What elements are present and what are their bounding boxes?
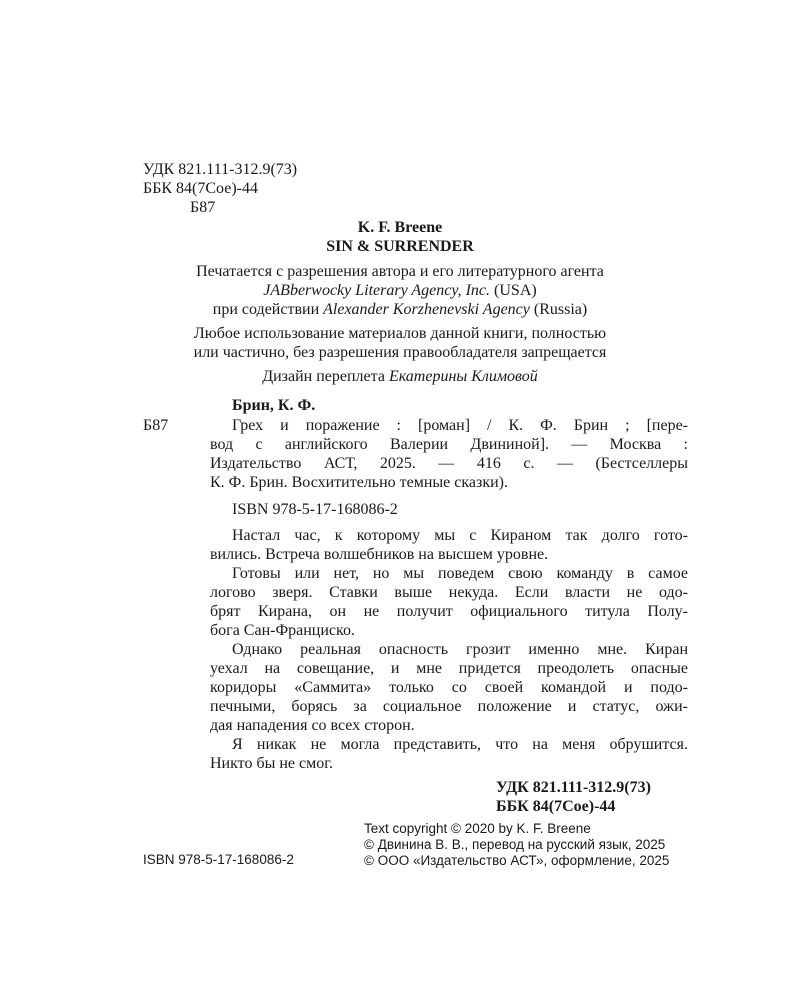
annotation-line: коридоры «Саммита» только со своей командой и подо-	[210, 679, 688, 696]
annotation-line: логово зверя. Ставки выше некуда. Если власти не одо-	[210, 584, 688, 601]
rights-line-2: или частично, без разрешения правообладателя запрещается	[193, 344, 607, 361]
original-author: K. F. Breene	[357, 219, 443, 236]
annotation-line: дая нападения со всех сторон.	[210, 717, 415, 734]
permission-line: Печатается с разрешения автора и его литературного агента	[196, 263, 604, 280]
annotation-line: вились. Встреча волшебников на высшем уровне.	[210, 546, 549, 563]
bib-line: Грех и поражение : [роман] / К. Ф. Брин ; [пере-	[232, 417, 688, 434]
annotation-line: Я никак не могла представить, что на меня обрушится.	[232, 736, 688, 753]
udk-top: УДК 821.111-312.9(73)	[143, 161, 298, 178]
bbk-top: ББК 84(7Сое)-44	[143, 180, 258, 197]
cover-designer: Екатерины Климовой	[388, 368, 538, 385]
cover-design-credit	[0, 367, 800, 386]
bbk-bottom: ББК 84(7Сое)-44	[496, 798, 616, 815]
annotation-line: Готовы или нет, но мы поведем свою команду в самое	[232, 565, 688, 582]
annotation-line: уехал на совещание, и мне придется преодолеть опасные	[210, 660, 688, 677]
bib-isbn: ISBN 978-5-17-168086-2	[232, 501, 398, 518]
copyright-line: Text copyright © 2020 by K. F. Breene	[364, 821, 591, 836]
annotation-line: печными, борясь за социальное положение и статус, ожи-	[210, 698, 688, 715]
copyright-line: © ООО «Издательство АСТ», оформление, 2025	[364, 853, 670, 868]
bib-line: вод с английского Валерии Двининой]. — Москва :	[210, 436, 688, 453]
bib-author-mark: Б87	[143, 417, 169, 434]
bib-line: К. Ф. Брин. Восхитительно темные сказки).	[210, 474, 508, 491]
annotation-line: брят Кирана, он не получит официального титула Полу-	[210, 603, 688, 620]
udk-bottom: УДК 821.111-312.9(73)	[496, 779, 651, 796]
original-title: SIN & SURRENDER	[326, 238, 474, 255]
cover-design-prefix: Дизайн переплета	[262, 368, 385, 385]
permission-agency-line	[0, 281, 800, 300]
author-mark-top: Б87	[190, 199, 216, 216]
footer-isbn: ISBN 978-5-17-168086-2	[143, 852, 294, 867]
agency-name: JABberwocky Literary Agency, Inc.	[263, 282, 491, 299]
bib-heading: Брин, К. Ф.	[232, 397, 316, 414]
permission-via-line	[0, 300, 800, 319]
agency-country: (USA)	[494, 282, 537, 299]
annotation-line: бога Сан-Франциско.	[210, 622, 355, 639]
annotation-line: Настал час, к которому мы с Кираном так долго гото-	[232, 527, 688, 544]
co-agency-name: Alexander Korzhenevski Agency	[323, 301, 530, 318]
annotation-line: Никто бы не смог.	[210, 755, 333, 772]
bib-line: Издательство АСТ, 2025. — 416 с. — (Бестселлеры	[210, 455, 688, 472]
copyright-line: © Двинина В. В., перевод на русский язык, 2025	[364, 837, 666, 852]
rights-line-1: Любое использование материалов данной книги, полностью	[193, 325, 607, 342]
via-prefix: при содействии	[212, 301, 320, 318]
annotation-line: Однако реальная опасность грозит именно мне. Киран	[232, 641, 688, 658]
co-agency-country: (Russia)	[533, 301, 588, 318]
